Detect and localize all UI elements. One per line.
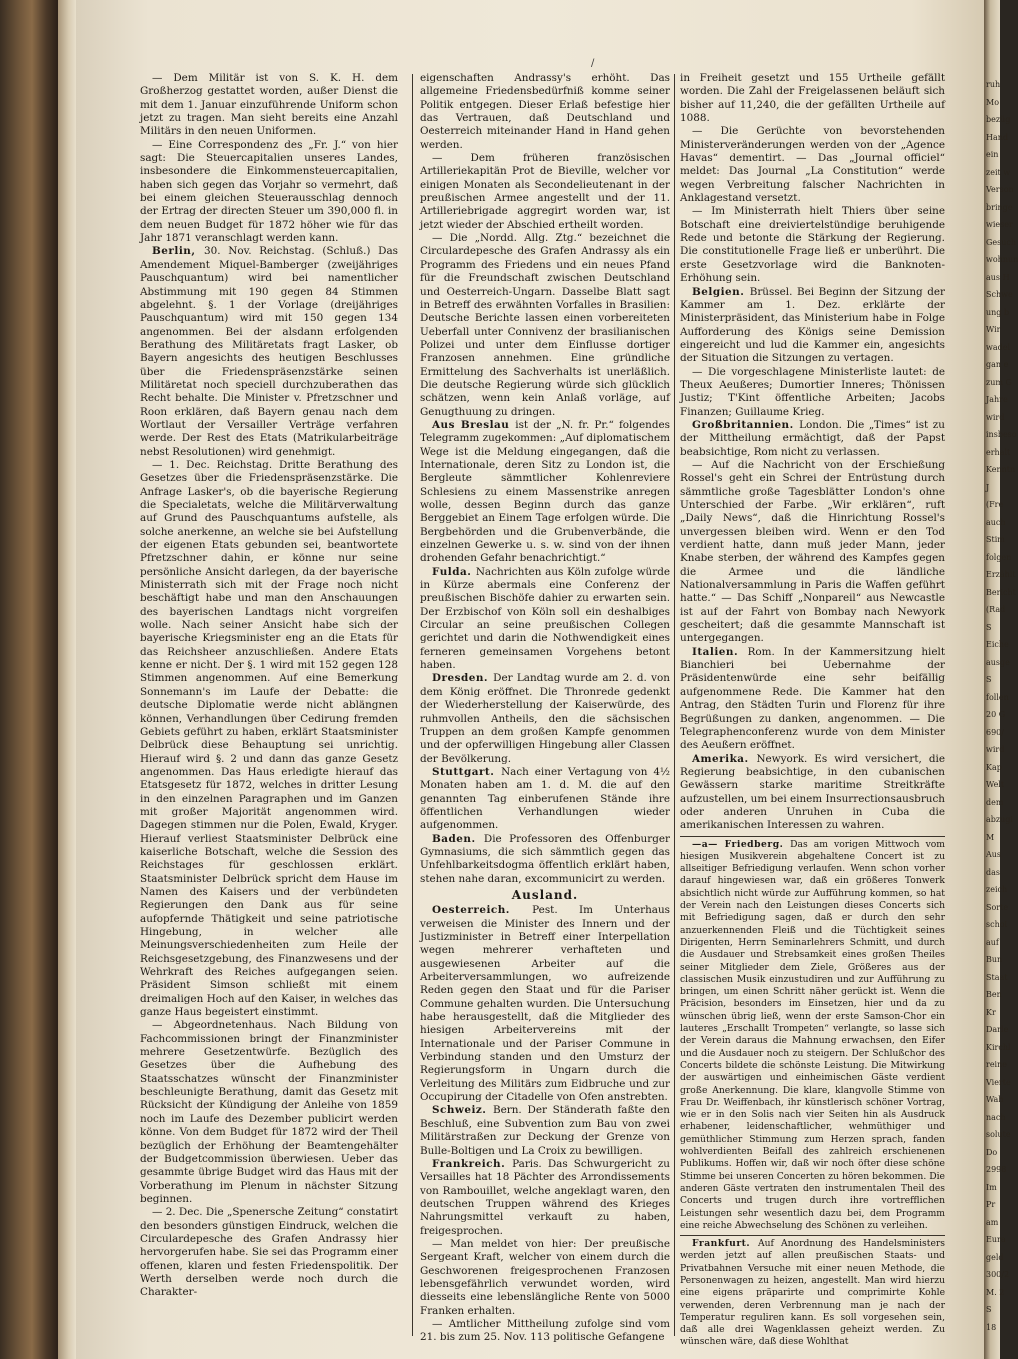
next-page-fragment: wird (986, 412, 1005, 422)
next-page-fragment: abzugi (986, 815, 1013, 824)
paragraph-text: 30. Nov. Reichstag. (Schluß.) Das Amendement Miquel-Bamberger (zweijähriges Pauschquantum) wird bei namentlicher Abstimmung mit 190 gegen 84 Stimmen abgelehnt. §. 1 der Vorlage (dreijähriges Pauschquantum) wird mit 150 gegen 134 angenommen. Bei der alsdann erfolgenden Berathung des Militäretats fragt Lasker, ob Bayern angesichts des heutigen Beschlusses über die Friedenspräsenzstärke seinen Militäretat noch speciell durchzuberathen das Recht behalte. Die Minister v. Pfretzschner und Roon erklären, daß Bayern genau nach dem Wortlaut der Versailler Verträge verfahren werde. Der Rest des Etats (Matrikularbeiträge nebst Resolutionen) wird genehmigt. (140, 245, 398, 458)
article-paragraph (420, 419, 670, 566)
next-page-fragment: ruh (986, 80, 1001, 89)
article-paragraph (140, 139, 398, 246)
article-paragraph (680, 366, 945, 419)
next-page-fragment: M. 2 (986, 1287, 1005, 1297)
paragraph-text: Rom. In der Kammersitzung hielt Bianchieri bei Uebernahme der Präsidentenwürde eine sehr beifällig aufgenommene Rede. Die Kammer hat den Antrag, den Städten Turin und Florenz für ihre Begrüßungen zu danken, angenommen. — Die Telegraphenconferenz wurde von dem Minister des Aeußern eröffnet. (680, 645, 945, 752)
article-paragraph (140, 459, 398, 1019)
next-page-fragment: Do (986, 1147, 998, 1157)
article-paragraph (420, 566, 670, 673)
next-page-fragment: 18 (986, 1322, 997, 1332)
next-page-fragment: wieser (986, 220, 1013, 229)
article-paragraph (680, 286, 945, 366)
next-page-fragment: am (986, 1217, 999, 1227)
paragraph-text: Nachrichten aus Köln zufolge würde in Kürze abermals eine Conferenz der preußischen Bischöfe dahier zu erwarten sein. Der Erzbischof von Köln soll ein deshalbiges Circular an seine preußischen Collegen gerichtet und darin die Nothwendigkeit eines ferneren gemeinsamen Vorgehens betont haben. (420, 565, 671, 672)
next-page-fragment: Wir (986, 325, 1001, 334)
next-page-fragment: Schwe (986, 290, 1013, 299)
dateline: Baden. (432, 832, 484, 845)
article-paragraph (140, 1019, 398, 1206)
paragraph-text: — Die vorgeschlagene Ministerliste lautet: de Theux Aeußeres; Dumortier Inneres; Thönissen Justiz; T'Kint öffentliche Arbeiten; Jacobs Finanzen; Guillaume Krieg. (680, 365, 945, 418)
article-paragraph (420, 1158, 670, 1238)
next-page-fragment: Vierte (986, 1077, 1011, 1087)
next-page-fragment: geld (986, 1252, 1004, 1262)
next-page-fragment: aus H (986, 272, 1010, 282)
next-page-fragment: ausge (986, 657, 1010, 667)
next-page-fragment: Darle (986, 1025, 1009, 1034)
paragraph-text: Nach einer Vertagung von 4½ Monaten haben am 1. d. M. die auf den genannten Tag einberufenen Stände ihre öffentlichen Verhandlungen wieder aufgenommen. (420, 765, 671, 832)
dateline: Großbritannien. (692, 418, 800, 431)
next-page-fragment: Pr (986, 1200, 996, 1209)
paragraph-text: Newyork. Es wird versichert, die Regierung beabsichtige, in den cubanischen Gewässern starke maritime Streitkräfte aufzustellen, um bei einem Insurrectionsausbruch oder anderen Unruhen in Cuba die amerikanischen Interessen zu wahren. (680, 752, 945, 832)
paragraph-text: Der Landtag wurde am 2. d. von dem König eröffnet. Die Thronrede gedenkt der Wiederherstellung der Kaiserwürde, des ruhmvollen Antheils, den die sächsischen Truppen an dem großen Kampfe genommen und der opferwilligen Hingebung aller Classen der Bevölkerung. (420, 672, 670, 765)
article-paragraph (420, 833, 670, 886)
next-page-fragment: erhalt (986, 447, 1011, 457)
next-page-fragment: Kirchl (986, 1042, 1011, 1052)
next-page-fragment: bringe (986, 202, 1013, 212)
paragraph-text: London. Die „Times“ ist zu der Mittheilung ermächtigt, daß der Papst beabsichtige, Rom nicht zu verlassen. (680, 418, 945, 458)
next-page-fragment: Hand (986, 132, 1009, 142)
paragraph-text: — Die Gerüchte von bevorstehenden Ministerveränderungen werden von der „Agence Havas“ dementirt. — Das „Journal officiel“ meldet: Das Journal „La Constitution“ werde wegen Verbreitung falscher Nachrichten in Anklagestand versetzt. (680, 125, 945, 205)
next-page-fragment: J (986, 482, 990, 492)
next-page-fragment: 2998 (986, 1165, 1007, 1174)
article-paragraph (680, 125, 945, 205)
paragraph-text: — 1. Dec. Reichstag. Dritte Berathung des Gesetzes über die Friedenspräsenzstärke. Die Anfrage Lasker's, ob die bayerische Regierung die Specialetats, welche die Militärverwaltung auf Grund des Pauschquantums aufstelle, als solche anerkenne, an welche sie bei Aufstellung der eigenen Etats gebunden sei, beantwortete Pfretzschner dahin, er könne nur seine persönliche Ansicht darlegen, da der bayerische Ministerrath sich mit der Frage noch nicht beschäftigt habe und man den Anschauungen des bayerischen Landtags nicht vorgreifen wolle. Nach seiner Ansicht habe sich der bayerische Kriegsminister eng an die Etats für das Reichsheer anzuschließen. Andere Etats kenne er nicht. Der §. 1 wird mit 152 gegen 128 Stimmen angenommen. Auf eine Bemerkung Sonnemann's im Laufe der Debatte: die deutsche Diplomatie werde nicht ablängnen können, Verhandlungen über Cedirung fremden Gebiets geführt zu haben, erklärt Staatsminister Delbrück diese Behauptung sei unrichtig. Hierauf wird §. 2 und dann das ganze Gesetz angenommen. Das Haus erledigte hierauf das Etatsgesetz für 1872, welches in dritter Lesung in den einzelnen Paragraphen und im Ganzen mit großer Majorität angenommen wird. Dagegen stimmen nur die Polen, Ewald, Kryger. Hierauf verliest Staatsminister Delbrück eine kaiserliche Botschaft, welche die Session des Reichstages für geschlossen erklärt. Staatsminister Delbrück spricht dem Hause im Namen des Kaisers und der verbündeten Regierungen den Dank aus für seine aufopfernde Thätigkeit und seine patriotische Hingebung, in welcher alle Meinungsverschiedenheiten zum Heile der Reichsgesetzgebung, des Finanzwesens und der Wehrkraft des Reiches aufgegangen seien. Präsident Simson schließt mit einem dreimaligen Hoch auf den Kaiser, in welches das ganze Haus begeistert einstimmt. (140, 458, 398, 1019)
dateline: Aus Breslau (432, 418, 516, 431)
next-page-edge (984, 0, 1018, 1359)
next-page-fragment: Bun (986, 955, 1003, 964)
next-page-fragment: Wah (986, 1095, 1004, 1104)
paragraph-text: Brüssel. Bei Beginn der Sitzung der Kammer am 1. Dez. erklärte der Ministerpräsident, das Ministerium habe in Folge Aufforderung des Königs seine Demission eingereicht und lud die Kammer ein, angesichts der Situation die Sitzungen zu vertagen. (680, 285, 945, 365)
next-page-fragment: bezüg (986, 115, 1011, 124)
next-page-fragment: wadel (986, 342, 1011, 352)
paragraph-text: — Im Ministerrath hielt Thiers über seine Botschaft eine dreiviertelstündige beruhigende Rede und betonte die Stärkung der Regierung. Die constitutionelle Frage ließ er unberührt. Die erste Gesetzvorlage wird die Banknoten-Erhöhung sein. (680, 205, 945, 285)
next-page-fragment: (Rad (986, 605, 1006, 614)
paragraph-text: — Eine Correspondenz des „Fr. J.“ von hier sagt: Die Steuercapitalien unseres Landes, insbesondere die Einkommensteuercapitalien, haben sich gegen das Vorjahr so vermehrt, daß bei einem gleichen Steuerausschlag dennoch der Ertrag der directen Steuer um 390,000 fl. in dem neuen Budget für 1872 höher wie für das Jahr 1871 veranschlagt werden kann. (140, 138, 398, 245)
dateline: Fulda. (432, 565, 476, 578)
paragraph-text: — Amtlicher Mittheilung zufolge sind vom 21. bis zum 25. Nov. 113 politische Gefangene (420, 1317, 670, 1344)
next-page-fragment: Stim (986, 535, 1005, 544)
next-page-fragment: Staat (986, 972, 1008, 982)
next-page-fragment: zum G (986, 377, 1012, 387)
next-page-fragment: S (986, 1305, 992, 1314)
paragraph-text: — Dem früheren französischen Artilleriekapitän Prot de Bieville, welcher vor einigen Monaten als Secondelieutenant in der preußischen Armee angestellt und der 11. Artilleriebrigade aggregirt worden war, ist jetzt wieder der Abschied ertheilt worden. (420, 152, 670, 231)
next-page-fragment: ung b (986, 307, 1010, 317)
paragraph-text: — 2. Dec. Die „Spenersche Zeitung“ constatirt den besonders günstigen Eindruck, welchen die Circulardepesche des Grafen Andrassy hier hervorgerufen habe. Sie sei das Programm einer offenen, klaren und festen Friedenspolitik. Der Werth derselben werde noch durch die Charakter- (140, 1206, 398, 1299)
next-page-fragment: Erzählt (986, 570, 1016, 579)
article-paragraph (680, 419, 945, 459)
dateline: —a— Friedberg. (692, 838, 791, 850)
article-paragraph (680, 205, 945, 285)
article-paragraph (420, 1238, 670, 1318)
next-page-fragment: Kap (986, 762, 1002, 772)
paragraph-text: — Dem Militär ist von S. K. H. dem Großherzog gestattet worden, außer Dienst die mit dem 1. Januar einzuführende Uniform schon jetzt zu tragen. Man sieht bereits eine Anzahl Militärs in den neuen Uniformen. (140, 72, 398, 138)
article-paragraph (420, 1104, 670, 1157)
next-page-fragment: ein (986, 150, 999, 159)
column-3 (680, 72, 946, 1348)
next-page-fragment: Eura (986, 1235, 1006, 1244)
paragraph-text: Bern. Der Ständerath faßte den Beschluß, eine Subvention zum Bau von zwei Militärstraßen zur Deckung der Grenze von Bulle-Boltigen und La Croix zu bewilligen. (420, 1104, 670, 1157)
page-gutter (58, 0, 76, 1359)
paragraph-text: Auf Anordnung des Handelsministers werden jetzt auf allen preußischen Staats- und Privatbahnen Versuche mit einer neuen Methode, die Personenwagen zu heizen, angestellt. Man wird hierzu eine eigens präparirte und comprimirte Kohle verwenden, deren Verbrennung man je nach der Temperatur reguliren kann. Es soll vorgesehen sein, daß alle drei Wagenklassen geheizt werden. Zu wünschen wäre, daß diese Wohlthat (680, 1238, 945, 1348)
next-page-fragment: 690/ (986, 727, 1004, 737)
dateline: Stuttgart. (432, 765, 502, 778)
dateline: Italien. (692, 645, 748, 658)
article-paragraph (420, 152, 670, 232)
article-paragraph (420, 232, 670, 419)
next-page-fragment: S (986, 622, 992, 632)
next-page-fragment: Kenntn (986, 465, 1016, 474)
article-paragraph (680, 72, 945, 125)
next-page-fragment: Jahre (986, 395, 1008, 404)
article-paragraph (680, 459, 945, 646)
next-page-fragment: wohnun (986, 255, 1018, 264)
column-rule-2 (674, 74, 675, 1336)
paragraph-text: — Abgeordnetenhaus. Nach Bildung von Fachcommissionen bringt der Finanzminister mehrere Gesetzentwürfe. Bezüglich des Gesetzes über die Aufhebung des Staatsschatzes wünscht der Finanzminister beschleunigte Berathung, damit das Gesetz mit Rücksicht der Kündigung der Anleihe von 1859 noch im Laufe des Dezember publicirt werden könne. Von dem Budget für 1872 wird der Theil bezüglich der Erhöhung der Beamtengehälter der Budgetcommission überwiesen. Ueber das gesammte übrige Budget wird das Haus mit der Vorberathung im Plenum in nächster Sitzung beginnen. (140, 1019, 398, 1205)
article-paragraph (420, 766, 670, 833)
next-page-fragment: wird (986, 745, 1005, 754)
paragraph-text: — Auf die Nachricht von der Erschießung Rossel's geht ein Schrei der Entrüstung durch sämmtliche große Tagesblätter London's ohne Unterschied der Farbe. „Wir erklären“, ruft „Daily News“, daß die Hinrichtung Rossel's unvergessen bleiben wird. Wenn er den Tod verdient hatte, dann muß jeder Mann, jeder Knabe sterben, der während des Kampfes gegen die Armee und die ländliche Nationalversammlung in Paris die Waffen geführt hatte.“ — Das Schiff „Nonpareil“ aus Newcastle ist auf der Fahrt von Bombay nach Newyork gescheitert; daß die gesammte Mannschaft ist untergegangen. (680, 458, 945, 645)
dateline: Belgien. (692, 285, 750, 298)
next-page-fragment: Kr (986, 1007, 996, 1017)
next-page-fragment: follen (986, 692, 1009, 702)
article-paragraph (140, 245, 398, 459)
dateline: Schweiz. (432, 1104, 493, 1117)
section-heading: Ausland. (511, 887, 579, 902)
dateline: Oesterreich. (432, 904, 533, 917)
next-page-fragment: Gesuch (986, 237, 1017, 247)
article-paragraph (680, 753, 945, 833)
next-page-fragment: reine (986, 1060, 1008, 1069)
next-page-fragment: solute (986, 1130, 1011, 1139)
article-paragraph (140, 72, 398, 139)
next-page-fragment: das (986, 867, 1000, 877)
next-page-fragment: insbeso (986, 430, 1017, 439)
book-spine (0, 0, 58, 1359)
page-number: / (591, 58, 595, 69)
article-paragraph (680, 1238, 945, 1349)
next-page-fragment: gan e (986, 360, 1009, 369)
paragraph-text: Paris. Das Schwurgericht zu Versailles hat 18 Pächter des Arrondissements von Rambouillet, welche angeklagt waren, den deutschen Truppen während des Krieges Nahrungsmittel verkauft zu haben, freigesprochen. (420, 1157, 670, 1237)
paragraph-text: ist der „N. fr. Pr.“ folgendes Telegramm zugekommen: „Auf diplomatischem Wege ist die Meldung eingegangen, daß die Internationale, deren Sitz zu London ist, die Bergleute sämmtlicher Kohlenreviere Schlesiens zu einem Massenstrike anregen wolle, dessen Beginn durch das ganze Berggebiet an Einem Tage erfolgen würde. Die Bergbehörden und die Grubenverbände, die einzelnen Gewerke u. s. w. sind von der ihnen drohenden Gefahr benachrichtigt.“ (420, 418, 671, 565)
next-page-fragment: Im (986, 1182, 997, 1192)
paragraph-text: eigenschaften Andrassy's erhöht. Das allgemeine Friedensbedürfniß komme seiner Politik entgegen. Dieser Erlaß befestige hier das Vertrauen, daß Deutschland und Oesterreich miteinander Hand in Hand gehen werden. (420, 72, 670, 151)
article-separator (680, 1235, 945, 1236)
next-page-fragment: Ben (986, 990, 1002, 999)
next-page-fragment: Bericht (986, 587, 1016, 597)
next-page-fragment: 20 G (986, 710, 1006, 719)
column-rule-1 (412, 74, 413, 1336)
paragraph-text: in Freiheit gesetzt und 155 Urtheile gefällt worden. Die Zahl der Freigelassenen beläuft sich bisher auf 11,240, die der gefällten Urtheile auf 1088. (680, 72, 945, 125)
article-paragraph (420, 72, 670, 152)
dateline: Frankfurt. (692, 1238, 758, 1250)
article-separator (680, 836, 945, 837)
next-page-fragment: Welt (986, 780, 1005, 789)
article-paragraph (420, 672, 670, 765)
paragraph-text: Pest. Im Unterhaus verweisen die Minister des Innern und der Justizminister in Betreff einer Interpellation wegen mehrerer verhafteten und ausgewiesenen Arbeiter auf die Arbeiterversammlungen, wo aufreizende Reden gegen den Staat und für die Pariser Commune gehalten wurden. Die Untersuchung habe herausgestellt, daß die Mitglieder des hiesigen Arbeitervereins mit der Internationale und der Pariser Commune in Verbindung standen und den Umsturz der Regierungsform in Ungarn durch die Verleitung des Militärs zum Eidbruche und zur Occupirung der Citadelle von Ofen anstrebten. (420, 904, 671, 1104)
article-paragraph (420, 904, 670, 1104)
next-page-fragment: Mo (986, 97, 1000, 107)
article-paragraph (420, 1318, 670, 1345)
next-page-fragment: Aus (986, 850, 1002, 859)
next-page-fragment: nach (986, 1112, 1006, 1122)
next-page-fragment: auf (986, 937, 999, 947)
column-2 (420, 72, 670, 1342)
next-page-fragment: folgen (986, 552, 1012, 562)
article-paragraph (140, 1206, 398, 1299)
next-page-fragment: Eiche (986, 640, 1009, 649)
dateline: Berlin, (152, 245, 204, 258)
column-1 (140, 72, 398, 1342)
next-page-fragment: M (986, 832, 995, 842)
next-page-fragment: Sorte (986, 902, 1009, 912)
next-page-fragment: 300/2 (986, 1270, 1010, 1279)
next-page-fragment: (Fre (986, 500, 1004, 509)
dateline: Dresden. (432, 672, 494, 685)
dateline: Amerika. (692, 752, 757, 765)
next-page-fragment: auch (986, 517, 1006, 527)
paragraph-text: Das am vorigen Mittwoch vom hiesigen Musikverein abgehaltene Concert ist zu allseitiger Befriedigung verlaufen. Wenn schon vorher darauf hingewiesen war, daß ein größeres Tonwerk absichtlich nicht würde zur Aufführung kommen, so hat der Verein nach den Leistungen dieses Concerts sich mit Befriedigung sagen, daß er durch den sehr anzuerkennenden Fleiß und die Tüchtigkeit seines Dirigenten, Herrn Seminarlehrers Schmitt, und durch die Ausdauer und Strebsamkeit eines großen Theiles seiner Mitglieder dem Ziele, Größeres aus der classischen Musik einzustudiren und zur Aufführung zu bringen, um einen Schritt näher gerückt ist. Wenn die Präcision, besonders im Einsetzen, hier und da zu wünschen übrig ließ, wenn der erste Samson-Chor ein lauteres „Erschallt Trompeten“ verlangte, so lasse sich der Verein daraus die Mahnung erwachsen, den Eifer und die Ausdauer noch zu steigern. Der Schlußchor des Concerts bildete die schönste Leistung. Die Mitwirkung der auswärtigen und einheimischen Gäste verdient große Anerkennung. Die klare, klangvolle Stimme von Frau Dr. Weiffenbach, ihr künstlerisch schöner Vortrag, wie er in den Solis nach vier Seiten hin als Ausdruck erhabener, leidenschaftlicher, wehmüthiger und gemüthlicher Stimmung zum Herzen sprach, fanden wohlverdienten Beifall des zahlreich erschienenen Publikums. Hoffen wir, daß wir noch öfter diese schöne Stimme bei unseren Concerten zu hören bekommen. Die anderen Gäste vertraten den instrumentalen Theil des Concerts und trugen durch ihre vortrefflichen Leistungen sehr wesentlich dazu bei, dem Programm eine reiche Abwechselung des Schönen zu verleihen. (680, 838, 946, 1231)
paragraph-text: — Man meldet von hier: Der preußische Sergeant Kraft, welcher von einem durch die Geschworenen freigesprochenen Franzosen lebensgefährlich verwundet worden, wird diesseits eine lebenslängliche Rente von 5000 Franken erhalten. (420, 1237, 670, 1317)
next-page-fragment: zeich (986, 885, 1008, 894)
paragraph-text: — Die „Nordd. Allg. Ztg.“ bezeichnet die Circulardepesche des Grafen Andrassy als ein Programm des Friedens und ein neues Pfand für die Freundschaft zwischen Deutschland und Oesterreich-Ungarn. Dasselbe Blatt sagt in Betreff des erwähnten Vorfalles in Brasilien: Deutsche Berichte lassen einen vorbereiteten Ueberfall unter Connivenz der brasilianischen Polizei und unter dem Einflusse dortiger Franzosen annehmen. Eine gründliche Ermittelung des Sachverhalts ist unerläßlich. Die deutsche Regierung würde sich glücklich schätzen, wenn kein Anlaß vorläge, auf Genugthuung zu dringen. (420, 232, 670, 418)
article-paragraph (680, 646, 945, 753)
next-page-fragment: Verson (986, 185, 1014, 194)
dateline: Frankreich. (432, 1157, 513, 1170)
paragraph-text: Die Professoren des Offenburger Gymnasiums, die sich sämmtlich gegen das Unfehlbarkeitsdogma öffentlich erklärt haben, stehen nahe daran, excommunicirt zu werden. (420, 832, 670, 885)
article-paragraph (680, 839, 945, 1233)
next-page-fragment: zeit w (986, 167, 1011, 177)
next-page-fragment: dem (986, 797, 1004, 807)
next-page-fragment: S (986, 675, 992, 684)
next-page-fragment: schoi (986, 920, 1008, 929)
